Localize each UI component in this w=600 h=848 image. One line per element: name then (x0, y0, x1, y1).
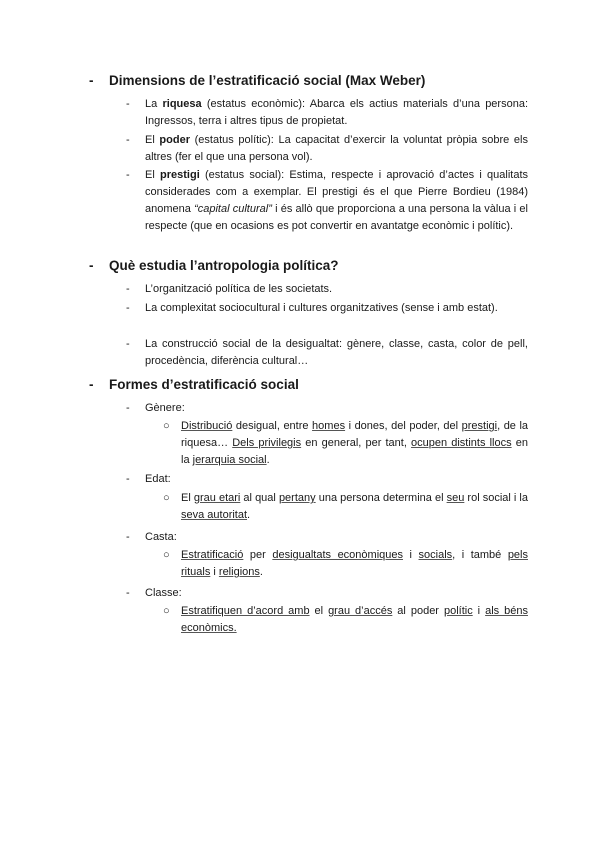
term-capital-cultural: “capital cultural” (194, 203, 272, 215)
dash-bullet: - (126, 587, 130, 599)
section-heading-formes (0, 375, 600, 395)
underlined-phrase: Estratifiquen d’acord amb (181, 605, 310, 617)
dash-bullet: - (89, 258, 94, 273)
text-run: en general, per tant, (301, 437, 412, 449)
item-text: La complexitat sociocultural i cultures organitzatives (sense i amb estat). (145, 302, 498, 314)
section-title: Formes d’estratificació social (109, 377, 299, 392)
text-run: rol social i la (464, 492, 528, 504)
underlined-phrase: seu (446, 492, 465, 504)
dash-bullet: - (126, 402, 130, 414)
underlined-phrase: socials (418, 549, 453, 561)
text-run: el (309, 605, 329, 617)
text-run: , de la riquesa… (181, 420, 529, 449)
term-riquesa: riquesa (162, 98, 202, 110)
item-text: El prestigi (estatus social): Estima, respecte i aprovació d’actes i qualitats considerades com a exemplar. El prestigi és el que Pierre Bordieu (1984) anomena “capital cultural” i és allò que proporciona a una persona la vàlua i el respecte (que en ocasions es pot convertir en avantatge econòmic i polític). (145, 169, 529, 232)
item-label: Classe: (145, 587, 182, 599)
text-run: i (403, 549, 419, 561)
item-label: Gènere: (145, 402, 185, 414)
section-heading-antropologia (0, 256, 600, 276)
dash-bullet: - (126, 338, 130, 350)
item-text: La riquesa (estatus econòmic): Abarca els actius materials d’una persona: Ingressos, terra i altres tipus de propietat. (145, 98, 529, 127)
dash-bullet: - (89, 377, 94, 392)
item-text: La construcció social de la desigualtat: gènere, classe, casta, color de pell, procedència, diferència cultural… (145, 338, 528, 367)
term-poder: poder (159, 134, 190, 146)
dash-bullet: - (126, 169, 130, 181)
underlined-phrase: seva autoritat (181, 509, 248, 521)
dash-bullet: - (89, 73, 94, 88)
underlined-phrase: prestigi (461, 420, 498, 432)
term-prestigi: prestigi (160, 169, 200, 181)
text-run: al poder (392, 605, 444, 617)
text-run: al qual (240, 492, 279, 504)
dash-bullet: - (126, 531, 130, 543)
section-title: Què estudia l’antropologia política? (109, 258, 339, 273)
underlined-phrase: polític (443, 605, 473, 617)
text-run: una persona determina el (315, 492, 447, 504)
dash-bullet: - (126, 302, 130, 314)
underlined-phrase: pertany (278, 492, 316, 504)
item-text: El poder (estatus polític): La capacitat d’exercir la voluntat pròpia sobre els altres (fer el que una persona vol). (145, 134, 528, 163)
underlined-phrase: desigualtats econòmiques (272, 549, 403, 561)
dash-bullet: - (126, 283, 130, 295)
underlined-phrase: pels rituals (181, 549, 528, 578)
section-heading-weber (0, 71, 600, 91)
sub-item-text (181, 603, 528, 637)
dash-bullet: - (126, 473, 130, 485)
circle-bullet-icon: ○ (163, 420, 170, 432)
item-label: Casta: (145, 531, 177, 543)
sub-item-text (181, 418, 528, 469)
underlined-phrase: als béns econòmics. (181, 605, 528, 634)
text-run: , i també (452, 549, 508, 561)
underlined-phrase: Distribució (181, 420, 233, 432)
section-title: Dimensions de l’estratificació social (Max Weber) (109, 73, 426, 88)
circle-bullet-icon: ○ (163, 549, 170, 561)
text-run: . (259, 566, 263, 578)
underlined-phrase: grau etari (193, 492, 241, 504)
text-run: per (243, 549, 273, 561)
underlined-phrase: grau d’accés (328, 605, 393, 617)
underlined-phrase: Estratificació (181, 549, 244, 561)
circle-bullet-icon: ○ (163, 492, 170, 504)
underlined-phrase: homes (312, 420, 346, 432)
item-text: L’organització política de les societats. (145, 283, 333, 295)
text-run: i dones, del poder, del (345, 420, 462, 432)
text-run: i (472, 605, 486, 617)
sub-item-text (181, 547, 528, 581)
text-run: desigual, entre (232, 420, 313, 432)
sub-item-text (181, 490, 528, 524)
text-run: en la (181, 437, 528, 466)
text-run: El (181, 492, 194, 504)
underlined-phrase: ocupen distints llocs (411, 437, 512, 449)
text-run: . (266, 454, 270, 466)
underlined-phrase: Dels privilegis (232, 437, 302, 449)
text-run: i (210, 566, 219, 578)
dash-bullet: - (126, 98, 130, 110)
dash-bullet: - (126, 134, 130, 146)
circle-bullet-icon: ○ (163, 605, 170, 617)
underlined-phrase: religions (218, 566, 260, 578)
text-run: . (247, 509, 251, 521)
item-label: Edat: (145, 473, 171, 485)
underlined-phrase: jerarquia social (192, 454, 267, 466)
